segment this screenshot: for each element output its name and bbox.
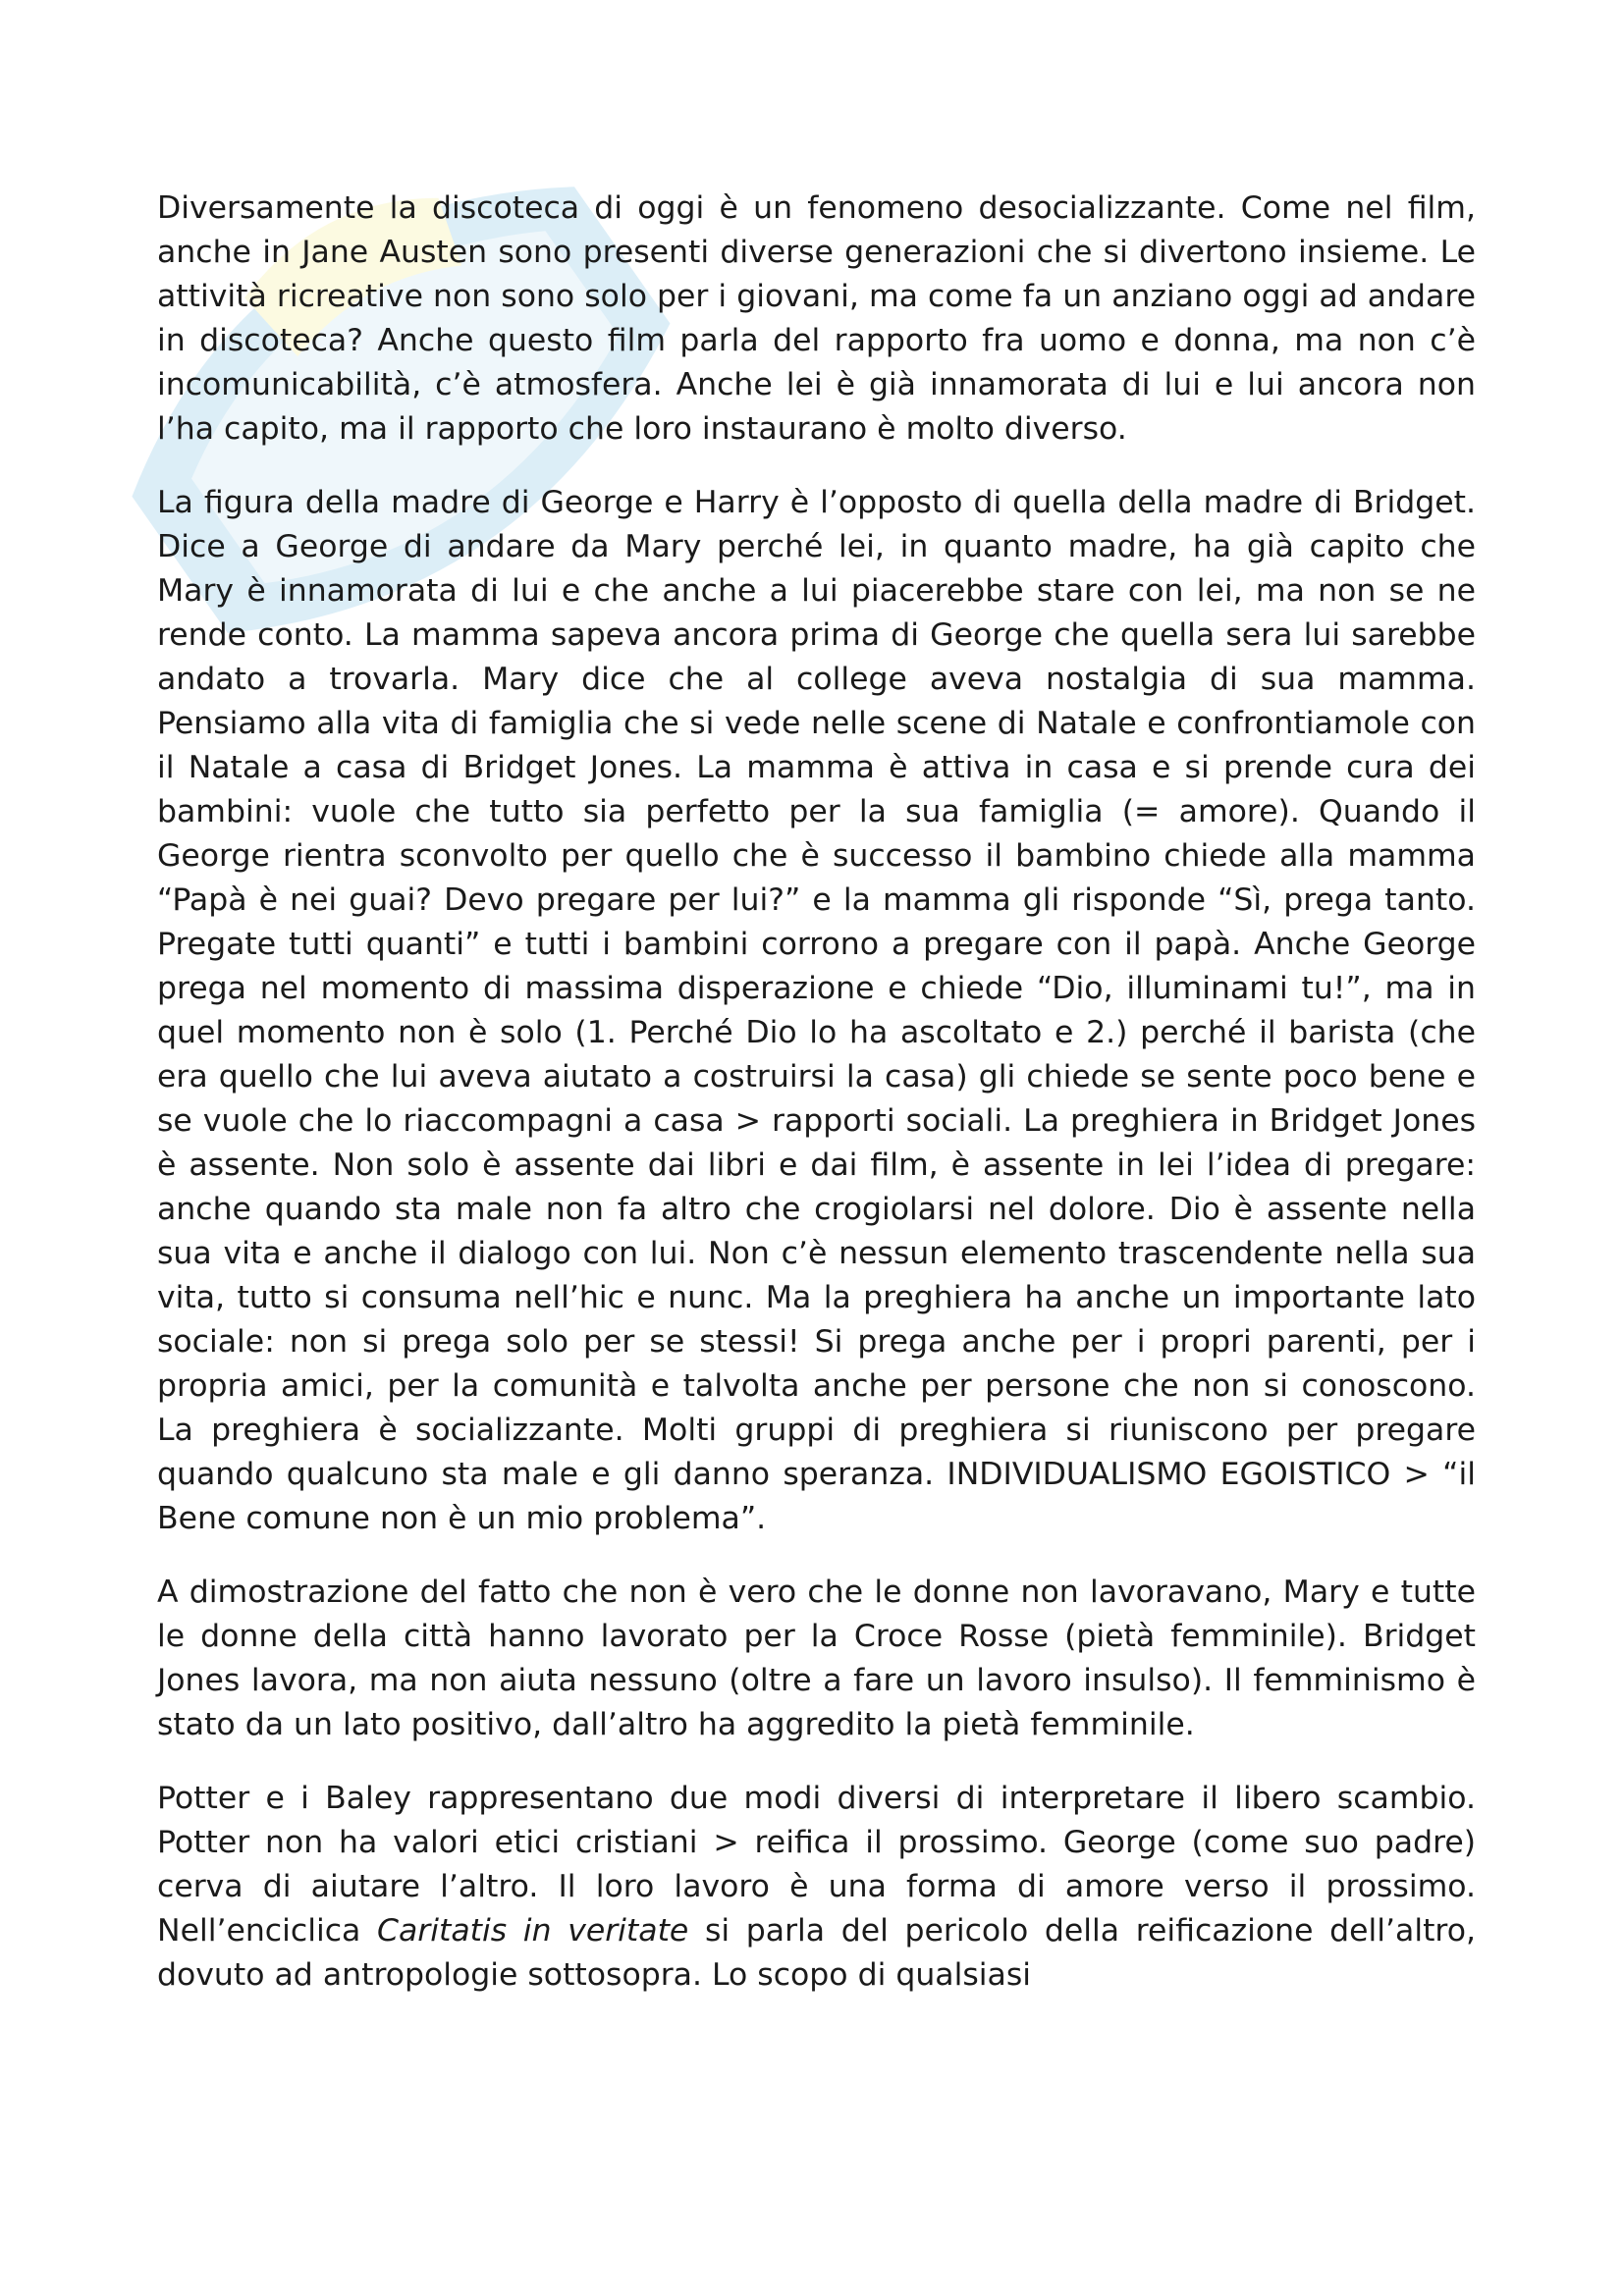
paragraph-4-text-end: si parla del pericolo della reificazione dell’altro, dovuto ad antropologie sottosopra. Lo scopo di qualsiasi — [157, 1913, 1476, 1993]
encyclical-title: Caritatis in veritate — [376, 1913, 689, 1949]
paragraph-4 — [157, 1777, 1476, 1998]
document-page — [157, 187, 1476, 2027]
paragraph-2: La figura della madre di George e Harry è l’opposto di quella della madre di Bridget. Dice a George di andare da Mary perché lei, in quanto madre, ha già capito che Mary è innamorata di lui e che anche a lui piacerebbe stare con lei, ma non se ne rende conto. La mamma sapeva ancora prima di George che quella sera lui sarebbe andato a trovarla. Mary dice che al college aveva nostalgia di sua mamma. Pensiamo alla vita di famiglia che si vede nelle scene di Natale e confrontiamole con il Natale a casa di Bridget Jones. La mamma è attiva in casa e si prende cura dei bambini: vuole che tutto sia perfetto per la sua famiglia (= amore). Quando il George rientra sconvolto per quello che è successo il bambino chiede alla mamma “Papà è nei guai? Devo pregare per lui?” e la mamma gli risponde “Sì, prega tanto. Pregate tutti quanti” e tutti i bambini corrono a pregare con il papà. Anche George prega nel momento di massima disperazione e chiede “Dio, illuminami tu!”, ma in quel momento non è solo (1. Perché Dio lo ha ascoltato e 2.) perché il barista (che era quello che lui aveva aiutato a costruirsi la casa) gli chiede se sente poco bene e se vuole che lo riaccompagni a casa > rapporti sociali. La preghiera in Bridget Jones è assente. Non solo è assente dai libri e dai film, è assente in lei l’idea di pregare: anche quando sta male non fa altro che crogiolarsi nel dolore. Dio è assente nella sua vita e anche il dialogo con lui. Non c’è nessun elemento trascendente nella sua vita, tutto si consuma nell’hic e nunc. Ma la preghiera ha anche un importante lato sociale: non si prega solo per se stessi! Si prega anche per i propri parenti, per i propria amici, per la comunità e talvolta anche per persone che non si conoscono. La preghiera è socializzante. Molti gruppi di preghiera si riuniscono per pregare quando qualcuno sta male e gli danno speranza. INDIVIDUALISMO EGOISTICO > “il Bene comune non è un mio problema”. — [157, 485, 1476, 1536]
paragraph-1: Diversamente la discoteca di oggi è un fenomeno desocializzante. Come nel film, anche in Jane Austen sono presenti diverse generazioni che si divertono insieme. Le attività ricreative non sono solo per i giovani, ma come fa un anziano oggi ad andare in discoteca? Anche questo film parla del rapporto fra uomo e donna, ma non c’è incomunicabilità, c’è atmosfera. Anche lei è già innamorata di lui e lui ancora non l’ha capito, ma il rapporto che loro instaurano è molto diverso. — [157, 190, 1476, 447]
paragraph-4-text-start: Potter e i Baley rappresentano due modi diversi di interpretare il libero scambio. Potter non ha valori etici cristiani > reifica il prossimo. George (come suo padre) cerva di aiutare l’altro. Il loro lavoro è una forma di amore verso il prossimo. Nell’enciclica — [157, 1781, 1476, 1949]
paragraph-3: A dimostrazione del fatto che non è vero che le donne non lavoravano, Mary e tutte le donne della città hanno lavorato per la Croce Rosse (pietà femminile). Bridget Jones lavora, ma non aiuta nessuno (oltre a fare un lavoro insulso). Il femminismo è stato da un lato positivo, dall’altro ha aggredito la pietà femminile. — [157, 1575, 1476, 1742]
